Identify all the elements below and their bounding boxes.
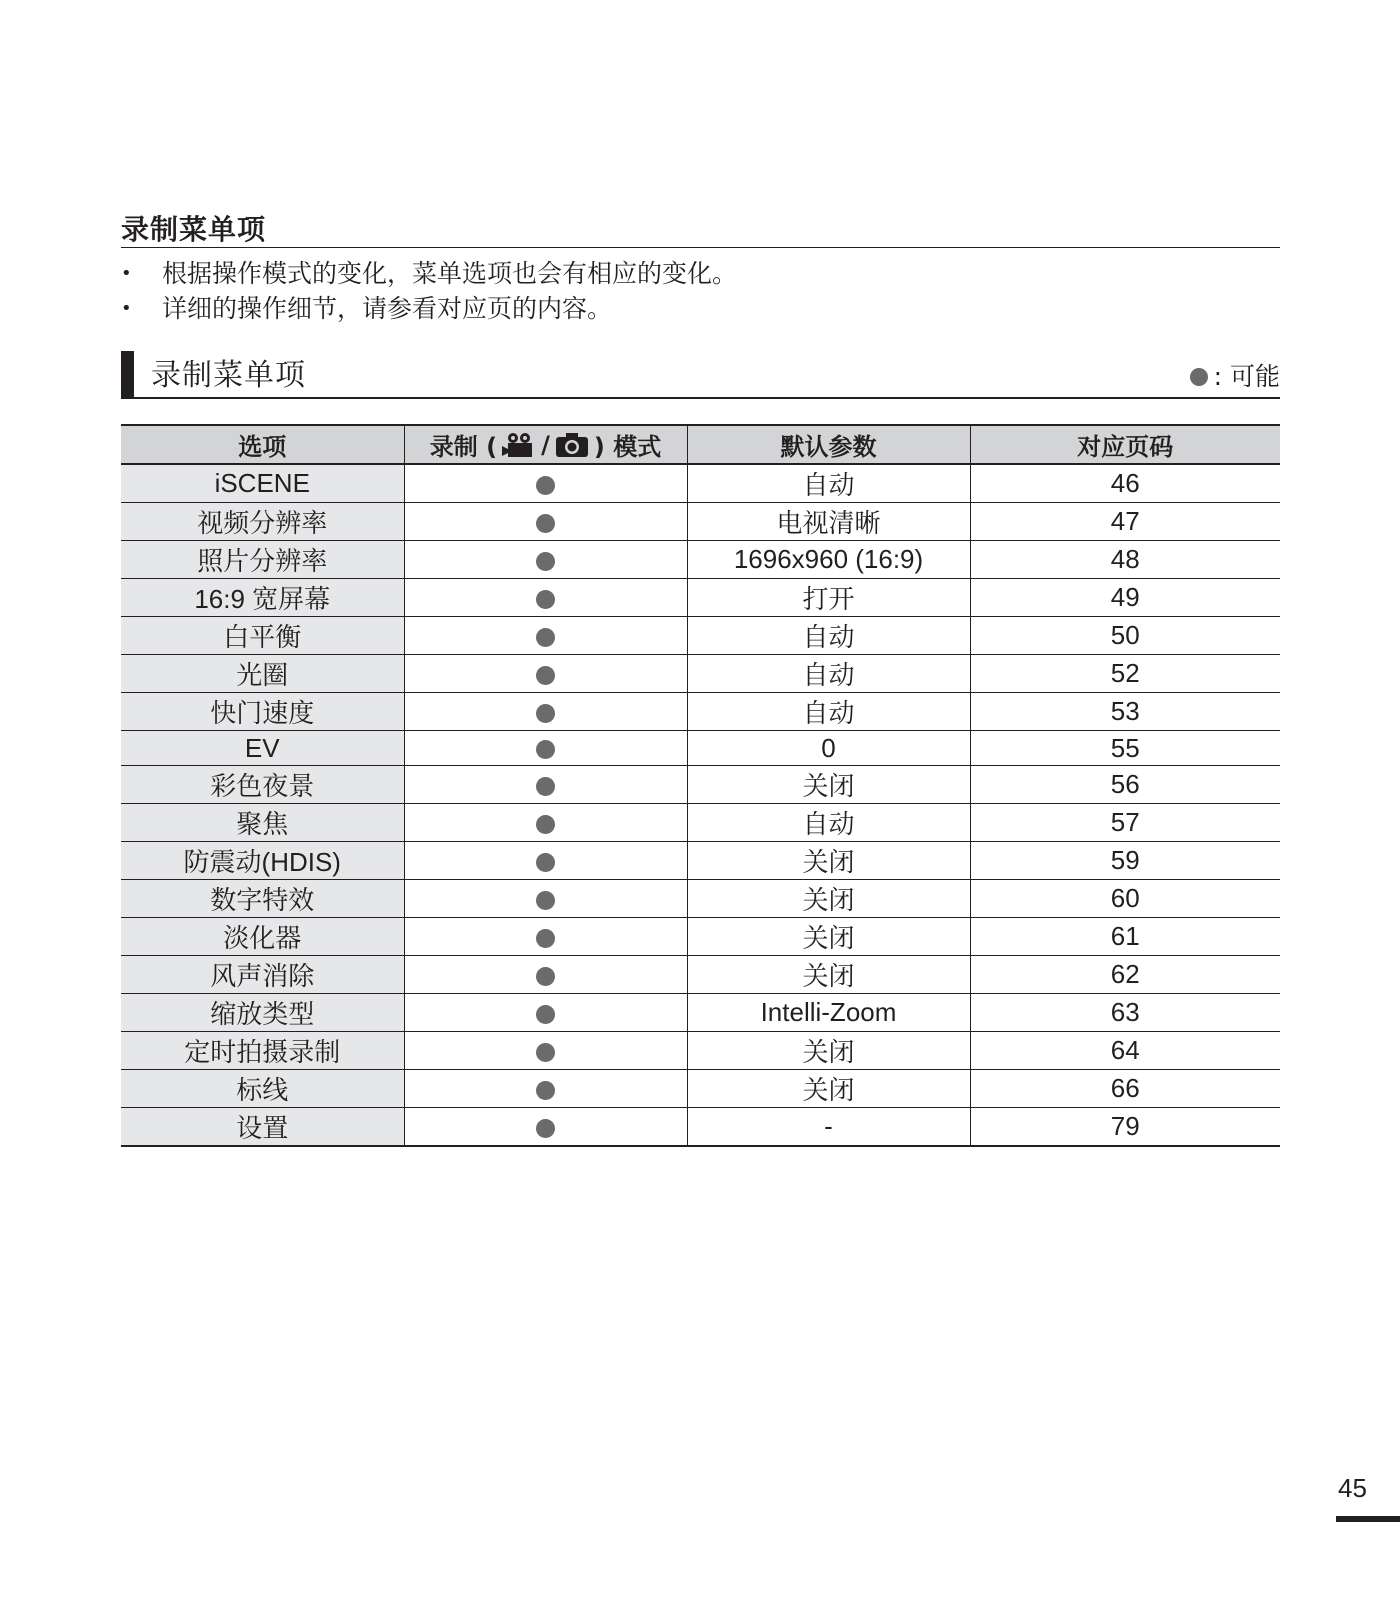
- default-value-cell: 关闭: [687, 1032, 970, 1070]
- mode-cell: [404, 1032, 687, 1070]
- page-ref-cell: 63: [970, 994, 1280, 1032]
- table-row: [121, 693, 1280, 731]
- mode-cell: [404, 617, 687, 655]
- option-cell: EV: [121, 731, 404, 766]
- option-cell: 缩放类型: [121, 994, 404, 1032]
- option-cell: 16:9 宽屏幕: [121, 579, 404, 617]
- table-row: [121, 842, 1280, 880]
- header-default: 默认参数: [687, 425, 970, 464]
- available-dot-icon: [536, 815, 555, 834]
- default-value-cell: 自动: [687, 655, 970, 693]
- table-row: [121, 880, 1280, 918]
- mode-cell: [404, 880, 687, 918]
- mode-cell: [404, 918, 687, 956]
- available-dot-icon: [536, 967, 555, 986]
- heading-divider: [121, 247, 1280, 248]
- bullet-marker: •: [121, 263, 132, 284]
- bullet-item: [121, 291, 737, 326]
- default-value-cell: Intelli-Zoom: [687, 994, 970, 1032]
- default-value-cell: 关闭: [687, 880, 970, 918]
- section-title: 录制菜单项: [151, 358, 306, 393]
- table-row: [121, 731, 1280, 766]
- photo-camera-icon: [554, 430, 590, 459]
- section-marker-bar: [121, 351, 134, 398]
- default-value-cell: 关闭: [687, 956, 970, 994]
- default-value-cell: 自动: [687, 617, 970, 655]
- table-row: [121, 1032, 1280, 1070]
- option-cell: 数字特效: [121, 880, 404, 918]
- page-ref-cell: 61: [970, 918, 1280, 956]
- table-row: [121, 918, 1280, 956]
- default-value-cell: 0: [687, 731, 970, 766]
- mode-cell: [404, 842, 687, 880]
- default-value-cell: -: [687, 1108, 970, 1147]
- available-dot-icon: [536, 476, 555, 495]
- mode-cell: [404, 655, 687, 693]
- available-dot-icon: [536, 1043, 555, 1062]
- page-ref-cell: 48: [970, 541, 1280, 579]
- header-mode-separator: /: [541, 430, 550, 459]
- default-value-cell: 自动: [687, 464, 970, 503]
- page-ref-cell: 79: [970, 1108, 1280, 1147]
- header-mode: [404, 425, 687, 464]
- table-row: [121, 503, 1280, 541]
- option-cell: 白平衡: [121, 617, 404, 655]
- page-ref-cell: 60: [970, 880, 1280, 918]
- option-cell: 光圈: [121, 655, 404, 693]
- available-dot-icon: [536, 628, 555, 647]
- table-row: [121, 579, 1280, 617]
- option-cell: 风声消除: [121, 956, 404, 994]
- option-cell: 定时拍摄录制: [121, 1032, 404, 1070]
- available-dot-icon: [536, 514, 555, 533]
- option-cell: 视频分辨率: [121, 503, 404, 541]
- option-cell: 快门速度: [121, 693, 404, 731]
- available-dot-icon: [536, 666, 555, 685]
- mode-cell: [404, 693, 687, 731]
- page-ref-cell: 66: [970, 1070, 1280, 1108]
- mode-cell: [404, 956, 687, 994]
- available-dot-icon: [536, 891, 555, 910]
- mode-cell: [404, 464, 687, 503]
- table-header-row: [121, 425, 1280, 464]
- mode-cell: [404, 804, 687, 842]
- table-row: [121, 617, 1280, 655]
- option-cell: 设置: [121, 1108, 404, 1147]
- table-row: [121, 994, 1280, 1032]
- available-dot-icon: [536, 740, 555, 759]
- default-value-cell: 自动: [687, 804, 970, 842]
- mode-cell: [404, 766, 687, 804]
- header-mode-suffix: ) 模式: [593, 433, 662, 461]
- page-ref-cell: 62: [970, 956, 1280, 994]
- option-cell: 淡化器: [121, 918, 404, 956]
- available-dot-icon: [536, 929, 555, 948]
- page-ref-cell: 50: [970, 617, 1280, 655]
- section-divider: [121, 397, 1280, 399]
- default-value-cell: 1696x960 (16:9): [687, 541, 970, 579]
- bullet-item: [121, 256, 737, 291]
- page-heading: 录制菜单项: [121, 213, 267, 246]
- table-row: [121, 956, 1280, 994]
- default-value-cell: 关闭: [687, 918, 970, 956]
- filled-circle-icon: [1190, 368, 1208, 386]
- mode-cell: [404, 731, 687, 766]
- page-ref-cell: 46: [970, 464, 1280, 503]
- option-cell: 聚焦: [121, 804, 404, 842]
- option-cell: iSCENE: [121, 464, 404, 503]
- default-value-cell: 打开: [687, 579, 970, 617]
- recording-menu-table: [121, 424, 1280, 1147]
- available-dot-icon: [536, 853, 555, 872]
- option-cell: 防震动(HDIS): [121, 842, 404, 880]
- header-mode-prefix: 录制 (: [429, 433, 498, 461]
- page-ref-cell: 53: [970, 693, 1280, 731]
- page-ref-cell: 59: [970, 842, 1280, 880]
- available-dot-icon: [536, 552, 555, 571]
- page-ref-cell: 49: [970, 579, 1280, 617]
- page-ref-cell: 52: [970, 655, 1280, 693]
- page-number-rule: [1336, 1516, 1400, 1522]
- mode-cell: [404, 541, 687, 579]
- page-ref-cell: 47: [970, 503, 1280, 541]
- default-value-cell: 关闭: [687, 766, 970, 804]
- page-ref-cell: 57: [970, 804, 1280, 842]
- header-option: 选项: [121, 425, 404, 464]
- option-cell: 标线: [121, 1070, 404, 1108]
- available-dot-icon: [536, 590, 555, 609]
- video-camera-icon: [501, 430, 537, 459]
- available-dot-icon: [536, 1005, 555, 1024]
- default-value-cell: 电视清晰: [687, 503, 970, 541]
- default-value-cell: 关闭: [687, 842, 970, 880]
- available-dot-icon: [536, 777, 555, 796]
- table-row: [121, 766, 1280, 804]
- option-cell: 照片分辨率: [121, 541, 404, 579]
- default-value-cell: 自动: [687, 693, 970, 731]
- bullet-text: 根据操作模式的变化，菜单选项也会有相应的变化。: [162, 259, 738, 288]
- table-row: [121, 804, 1280, 842]
- intro-bullet-list: [121, 256, 737, 326]
- page-ref-cell: 64: [970, 1032, 1280, 1070]
- table-row: [121, 655, 1280, 693]
- legend-text: : 可能: [1213, 362, 1280, 391]
- available-dot-icon: [536, 1081, 555, 1100]
- page-number: 45: [1338, 1473, 1367, 1503]
- mode-cell: [404, 579, 687, 617]
- available-dot-icon: [536, 1119, 555, 1138]
- mode-cell: [404, 1070, 687, 1108]
- table-row: [121, 1108, 1280, 1147]
- page-ref-cell: 56: [970, 766, 1280, 804]
- default-value-cell: 关闭: [687, 1070, 970, 1108]
- table-row: [121, 464, 1280, 503]
- mode-cell: [404, 994, 687, 1032]
- header-page: 对应页码: [970, 425, 1280, 464]
- bullet-marker: •: [121, 298, 132, 319]
- mode-cell: [404, 1108, 687, 1147]
- bullet-text: 详细的操作细节，请参看对应页的内容。: [162, 294, 613, 323]
- page-ref-cell: 55: [970, 731, 1280, 766]
- mode-cell: [404, 503, 687, 541]
- availability-legend: [1190, 361, 1280, 393]
- available-dot-icon: [536, 704, 555, 723]
- table-row: [121, 1070, 1280, 1108]
- table-row: [121, 541, 1280, 579]
- option-cell: 彩色夜景: [121, 766, 404, 804]
